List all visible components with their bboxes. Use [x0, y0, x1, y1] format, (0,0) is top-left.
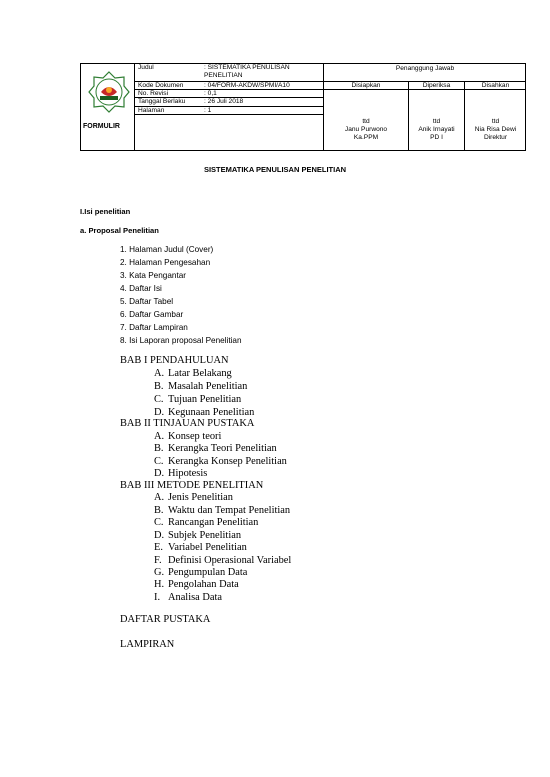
col-disahkan: Disahkan [481, 82, 510, 89]
tanggal-value: : 26 Juli 2018 [204, 98, 244, 105]
kode-label: Kode Dokumen [138, 82, 184, 89]
kode-value: : 04/FORM-AKDW/SPMI/A10 [204, 82, 290, 89]
list-item: C. Rancangan Penelitian [154, 517, 259, 528]
list-item: A. Konsep teori [154, 431, 222, 442]
list-item: 3. Kata Pengantar [120, 271, 187, 280]
list-item: H. Pengolahan Data [154, 579, 239, 590]
list-item: F. Definisi Operasional Variabel [154, 555, 292, 566]
list-item: B. Waktu dan Tempat Penelitian [154, 505, 291, 516]
signer-name-2: Anik Irnayati [418, 126, 455, 133]
list-item: 8. Isi Laporan proposal Penelitian [120, 336, 242, 345]
list-item: 1. Halaman Judul (Cover) [120, 245, 214, 254]
revisi-label: No. Revisi [138, 90, 169, 97]
list-item: 6. Daftar Gambar [120, 310, 184, 319]
document-title: SISTEMATIKA PENULISAN PENELITIAN [203, 165, 347, 174]
daftar-pustaka-heading: DAFTAR PUSTAKA [120, 614, 211, 625]
list-item: B. Kerangka Teori Penelitian [154, 443, 277, 454]
list-item: E. Variabel Penelitian [154, 542, 247, 553]
ttd-3: ttd [491, 118, 500, 125]
col-disiapkan: Disiapkan [351, 82, 381, 89]
halaman-label: Halaman [138, 107, 165, 114]
tanggal-label: Tanggal Berlaku [138, 98, 186, 105]
list-item: 2. Halaman Pengesahan [120, 258, 211, 267]
revisi-value: : 0,1 [204, 90, 217, 97]
ttd-2: ttd [432, 118, 441, 125]
list-item: B. Masalah Penelitian [154, 381, 248, 392]
signer-role-3: Direktur [483, 134, 508, 141]
list-item: A. Latar Belakang [154, 368, 232, 379]
penanggung-jawab-title: Penanggung Jawab [395, 65, 455, 72]
signer-role-1: Ka.PPM [353, 134, 379, 141]
judul-label: Judul [138, 64, 154, 71]
list-item: C. Tujuan Penelitian [154, 394, 242, 405]
judul-value: : SISTEMATIKA PENULISAN PENELITIAN [204, 64, 290, 79]
chapter-heading-bab-3: BAB III METODE PENELITIAN [120, 480, 264, 491]
list-item: C. Kerangka Konsep Penelitian [154, 456, 287, 467]
list-item: 7. Daftar Lampiran [120, 323, 188, 332]
chapter-heading-bab-2: BAB II TINJAUAN PUSTAKA [120, 418, 255, 429]
institution-logo [87, 70, 131, 114]
list-item: D. Hipotesis [154, 468, 208, 479]
formulir-label: FORMULIR [83, 123, 120, 130]
list-item: A. Jenis Penelitian [154, 492, 233, 503]
chapter-heading-bab-1: BAB I PENDAHULUAN [120, 355, 229, 366]
lampiran-heading: LAMPIRAN [120, 639, 175, 650]
ttd-1: ttd [362, 118, 370, 125]
signer-name-1: Janu Purwono [344, 126, 388, 133]
signer-name-3: Nia Risa Dewi [474, 126, 517, 133]
list-item: I. Analisa Data [154, 592, 222, 603]
col-diperiksa: Diperiksa [422, 82, 451, 89]
document-header-table [80, 63, 526, 151]
section-heading-isi-penelitian: I.Isi penelitian [80, 207, 131, 216]
list-item: D. Kegunaan Penelitian [154, 407, 255, 418]
section-heading-proposal: a. Proposal Penelitian [80, 226, 159, 235]
list-item: 5. Daftar Tabel [120, 297, 174, 306]
list-item: D. Subjek Penelitian [154, 530, 242, 541]
halaman-value: : 1 [204, 107, 212, 114]
signer-role-2: PD I [430, 134, 443, 141]
list-item: 4. Daftar Isi [120, 284, 162, 293]
list-item: G. Pengumpulan Data [154, 567, 248, 578]
